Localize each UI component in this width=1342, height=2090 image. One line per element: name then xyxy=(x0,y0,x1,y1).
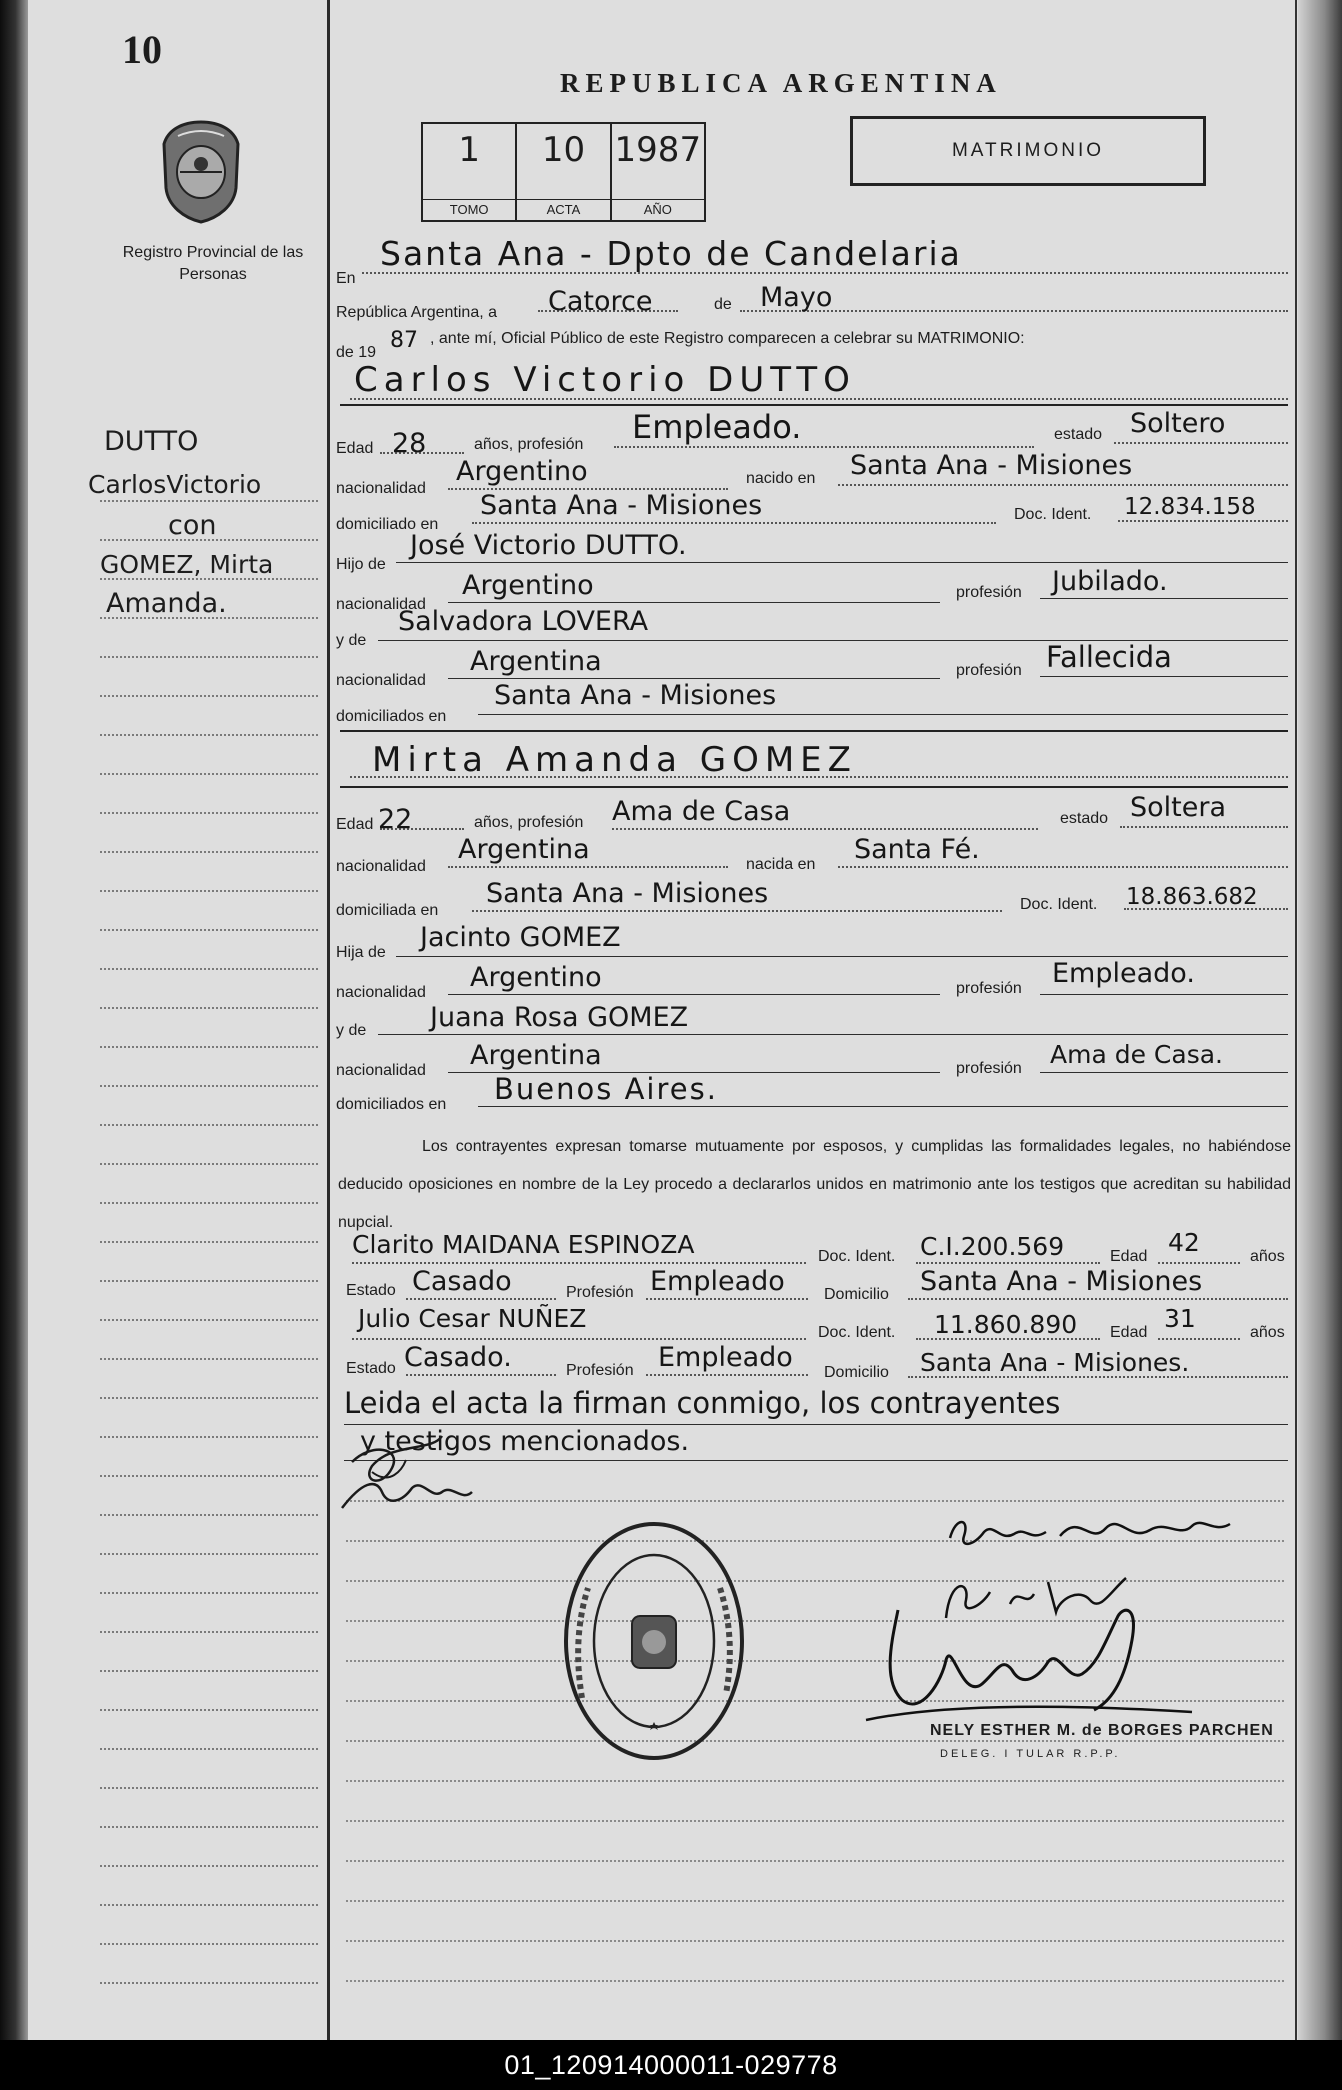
margin-ruled-line xyxy=(100,1280,318,1282)
margin-ruled-line xyxy=(100,1904,318,1906)
label-domiciliados-en: domiciliados en xyxy=(336,708,447,725)
witness1-document: C.I.200.569 xyxy=(920,1232,1065,1261)
witness1-address: Santa Ana - Misiones xyxy=(920,1266,1203,1297)
margin-note-line: GOMEZ, Mirta xyxy=(100,550,274,579)
month-value: Mayo xyxy=(760,282,833,313)
label-edad: Edad xyxy=(1110,1324,1148,1341)
fill-line xyxy=(1158,1262,1240,1264)
label-y-de: y de xyxy=(336,1022,367,1039)
fill-line xyxy=(1040,994,1288,995)
margin-ruled-line xyxy=(100,578,318,580)
margin-ruled-line xyxy=(100,1241,318,1243)
margin-ruled-line xyxy=(100,773,318,775)
fill-line xyxy=(472,910,1002,912)
witness2-age: 31 xyxy=(1164,1304,1196,1333)
margin-ruled-line xyxy=(100,1085,318,1087)
label-y-de: y de xyxy=(336,632,367,649)
margin-ruled-line xyxy=(100,1670,318,1672)
label-anos: años xyxy=(1250,1248,1285,1265)
margin-ruled-line xyxy=(100,1475,318,1477)
margin-ruled-line xyxy=(100,1943,318,1945)
registry-name: Registro Provincial de las Personas xyxy=(122,244,304,283)
label-edad: Edad xyxy=(336,816,374,833)
label-estado-cap: Estado xyxy=(346,1360,396,1377)
contrayentes-signature-icon xyxy=(332,1422,482,1522)
bride-address: Santa Ana - Misiones xyxy=(486,878,769,909)
tomo-acta-ano-box xyxy=(421,122,706,222)
margin-ruled-line xyxy=(100,1787,318,1789)
bride-father-nationality: Argentino xyxy=(470,962,602,993)
groom-name: Carlos Victorio DUTTO xyxy=(354,360,856,400)
label-estado-cap: Estado xyxy=(346,1282,396,1299)
closing-line: y testigos mencionados. xyxy=(360,1426,690,1457)
day-value: Catorce xyxy=(548,286,653,317)
ruled-line xyxy=(346,1980,1284,1982)
label-estado: estado xyxy=(1060,810,1109,827)
margin-ruled-line xyxy=(100,1553,318,1555)
fill-line xyxy=(1040,598,1288,599)
fill-line xyxy=(352,1262,806,1264)
label-nacionalidad: nacionalidad xyxy=(336,596,426,613)
place-value: Santa Ana - Dpto de Candelaria xyxy=(380,234,962,273)
image-footer-id: 01_120914000011-029778 xyxy=(0,2040,1342,2090)
margin-ruled-line xyxy=(100,1202,318,1204)
fill-line xyxy=(378,1034,1288,1035)
registry-stamp-icon xyxy=(560,1518,748,1764)
fill-line xyxy=(448,602,940,603)
margin-ruled-line xyxy=(100,1007,318,1009)
bride-age: 22 xyxy=(378,804,413,835)
label-profesion: profesión xyxy=(956,980,1022,997)
section-rule xyxy=(340,404,1288,406)
margin-ruled-line xyxy=(100,1826,318,1828)
margin-ruled-line xyxy=(100,1124,318,1126)
ruled-line xyxy=(346,1940,1284,1942)
ruled-line xyxy=(346,1900,1284,1902)
year-suffix-value: 87 xyxy=(390,328,418,353)
label-edad: Edad xyxy=(1110,1248,1148,1265)
section-rule xyxy=(340,786,1288,788)
margin-ruled-line xyxy=(100,656,318,658)
fill-line xyxy=(406,1298,556,1300)
fill-line xyxy=(448,866,728,868)
ano-value: 1987 xyxy=(614,130,702,170)
label-domicilio: Domicilio xyxy=(824,1364,889,1381)
label-estado: estado xyxy=(1054,426,1103,443)
fill-line xyxy=(448,678,940,679)
margin-ruled-line xyxy=(100,1163,318,1165)
margin-divider xyxy=(327,0,330,2040)
bride-mother-nationality: Argentina xyxy=(470,1040,602,1071)
label-profesion: profesión xyxy=(956,662,1022,679)
page-edge xyxy=(1298,0,1342,2040)
ruled-line xyxy=(346,1500,1284,1502)
label-domiciliados-en: domiciliados en xyxy=(336,1096,447,1113)
margin-ruled-line xyxy=(100,695,318,697)
ruled-line xyxy=(346,1740,1284,1742)
fill-line xyxy=(344,1460,1288,1461)
label-nacionalidad: nacionalidad xyxy=(336,480,426,497)
margin-note-line: con xyxy=(168,510,217,541)
margin-ruled-line xyxy=(100,851,318,853)
groom-father: José Victorio DUTTO. xyxy=(410,530,687,561)
tomo-value: 1 xyxy=(458,130,480,170)
margin-ruled-line xyxy=(100,1709,318,1711)
witness1-profession: Empleado xyxy=(650,1266,785,1297)
label-anos-profesion: años, profesión xyxy=(474,814,584,831)
acta-cell xyxy=(517,124,611,220)
fill-line xyxy=(406,1374,556,1376)
label-nacionalidad: nacionalidad xyxy=(336,1062,426,1079)
margin-ruled-line xyxy=(100,1319,318,1321)
country-title: REPUBLICA ARGENTINA xyxy=(560,68,1002,98)
label-republica: República Argentina, a xyxy=(336,304,497,321)
margin-ruled-line xyxy=(100,617,318,619)
margin-note-line: DUTTO xyxy=(104,426,199,457)
margin-ruled-line xyxy=(100,890,318,892)
label-nacionalidad: nacionalidad xyxy=(336,672,426,689)
fill-line xyxy=(350,776,1288,778)
margin-note-line: CarlosVictorio xyxy=(88,470,262,499)
witness1-name: Clarito MAIDANA ESPINOZA xyxy=(352,1230,695,1259)
bride-father-profession: Empleado. xyxy=(1052,958,1195,989)
label-nacionalidad: nacionalidad xyxy=(336,984,426,1001)
label-en: En xyxy=(336,270,356,287)
margin-ruled-line xyxy=(100,1592,318,1594)
fill-line xyxy=(612,828,1038,830)
bride-name: Mirta Amanda GOMEZ xyxy=(372,740,857,780)
fill-line xyxy=(350,398,1288,400)
margin-ruled-line xyxy=(100,1982,318,1984)
fill-line xyxy=(838,484,1288,486)
label-hija-de: Hija de xyxy=(336,944,386,961)
margin-ruled-line xyxy=(100,812,318,814)
groom-father-profession: Jubilado. xyxy=(1052,566,1168,597)
groom-document: 12.834.158 xyxy=(1124,494,1256,520)
bride-nationality: Argentina xyxy=(458,834,590,865)
provincial-seal-icon xyxy=(158,118,244,224)
bride-parents-address: Buenos Aires. xyxy=(494,1072,718,1106)
declaration-paragraph: Los contrayentes expresan tomarse mutuamente por esposos, y cumplidas las formalidades legales, no habiéndose deducido oposiciones en nombre de la Ley procedo a declararlos unidos en matrimonio ante los testigos que acreditan su habilidad nupcial. xyxy=(338,1138,1291,1231)
groom-nationality: Argentino xyxy=(456,456,588,487)
bride-birthplace: Santa Fé. xyxy=(854,834,980,865)
groom-mother-profession: Fallecida xyxy=(1046,640,1172,674)
witness1-age: 42 xyxy=(1168,1228,1200,1257)
label-anos: años xyxy=(1250,1324,1285,1341)
fill-line xyxy=(396,562,1288,563)
margin-ruled-line xyxy=(100,1358,318,1360)
officer-title: DELEG. I TULAR R.P.P. xyxy=(940,1748,1121,1760)
label-profesion-cap: Profesión xyxy=(566,1362,634,1379)
groom-father-nationality: Argentino xyxy=(462,570,594,601)
margin-ruled-line xyxy=(100,1748,318,1750)
ruled-line xyxy=(346,1860,1284,1862)
bride-mother-profession: Ama de Casa. xyxy=(1050,1040,1223,1069)
fill-line xyxy=(344,1424,1288,1425)
margin-ruled-line xyxy=(100,734,318,736)
witness2-address: Santa Ana - Misiones. xyxy=(920,1348,1190,1377)
groom-address: Santa Ana - Misiones xyxy=(480,490,763,521)
bride-document: 18.863.682 xyxy=(1126,884,1258,910)
fill-line xyxy=(472,522,996,524)
label-doc-ident: Doc. Ident. xyxy=(1020,896,1098,913)
groom-parents-address: Santa Ana - Misiones xyxy=(494,680,777,711)
label-profesion-cap: Profesión xyxy=(566,1284,634,1301)
label-ante: , ante mí, Oficial Público de este Registro comparecen a celebrar su MATRIMONIO: xyxy=(430,330,1025,347)
witness2-civil-status: Casado. xyxy=(404,1342,512,1373)
bride-mother: Juana Rosa GOMEZ xyxy=(430,1002,689,1033)
label-edad: Edad xyxy=(336,440,374,457)
label-anos-profesion: años, profesión xyxy=(474,436,584,453)
page-number: 10 xyxy=(122,27,162,72)
fill-line xyxy=(478,714,1288,715)
tomo-cell xyxy=(423,124,517,220)
groom-profession: Empleado. xyxy=(632,408,802,446)
fill-line xyxy=(838,866,1288,868)
margin-ruled-line xyxy=(100,1046,318,1048)
margin-ruled-line xyxy=(100,1397,318,1399)
margin-ruled-line xyxy=(100,500,318,502)
officer-name: NELY ESTHER M. de BORGES PARCHEN xyxy=(930,1722,1274,1739)
ano-label: AÑO xyxy=(612,199,704,220)
margin-ruled-line xyxy=(100,1436,318,1438)
fill-line xyxy=(646,1374,808,1376)
fill-line xyxy=(1040,676,1288,677)
ruled-line xyxy=(346,1780,1284,1782)
fill-line xyxy=(1120,826,1288,828)
label-nacido-en: nacido en xyxy=(746,470,816,487)
acta-label: ACTA xyxy=(517,199,609,220)
fill-line xyxy=(396,956,1288,957)
fill-line xyxy=(1040,1072,1288,1073)
fill-line xyxy=(448,994,940,995)
label-de: de xyxy=(714,296,732,313)
margin-ruled-line xyxy=(100,1631,318,1633)
groom-mother: Salvadora LOVERA xyxy=(398,606,649,637)
label-profesion: profesión xyxy=(956,1060,1022,1077)
acta-value: 10 xyxy=(541,130,586,170)
margin-note-line: Amanda. xyxy=(106,588,227,619)
fill-line xyxy=(1118,520,1288,522)
label-de19: de 19 xyxy=(336,344,377,361)
fill-line xyxy=(352,1338,806,1340)
label-nacida-en: nacida en xyxy=(746,856,816,873)
section-rule xyxy=(340,730,1288,732)
groom-age: 28 xyxy=(392,428,427,459)
margin-ruled-line xyxy=(100,1514,318,1516)
groom-civil-status: Soltero xyxy=(1130,408,1226,439)
fill-line xyxy=(908,1298,1288,1300)
margin-ruled-line xyxy=(100,539,318,541)
margin-ruled-line xyxy=(100,929,318,931)
label-doc-ident: Doc. Ident. xyxy=(818,1324,896,1341)
bride-civil-status: Soltera xyxy=(1130,792,1227,823)
label-hijo-de: Hijo de xyxy=(336,556,386,573)
book-binding xyxy=(0,0,28,2040)
closing-line: Leida el acta la firman conmigo, los contrayentes xyxy=(344,1386,1061,1420)
label-profesion: profesión xyxy=(956,584,1022,601)
label-doc-ident: Doc. Ident. xyxy=(818,1248,896,1265)
label-doc-ident: Doc. Ident. xyxy=(1014,506,1092,523)
groom-mother-nationality: Argentina xyxy=(470,646,602,677)
fill-line xyxy=(478,1106,1288,1107)
label-domiciliada-en: domiciliada en xyxy=(336,902,439,919)
witness2-profession: Empleado xyxy=(658,1342,793,1373)
margin-ruled-line xyxy=(100,968,318,970)
margin-ruled-line xyxy=(100,1865,318,1867)
groom-birthplace: Santa Ana - Misiones xyxy=(850,450,1133,481)
label-domiciliado-en: domiciliado en xyxy=(336,516,439,533)
tomo-label: TOMO xyxy=(423,199,515,220)
label-domicilio: Domicilio xyxy=(824,1286,889,1303)
fill-line xyxy=(1158,1338,1240,1340)
right-border xyxy=(1295,0,1297,2040)
witness2-name: Julio Cesar NUÑEZ xyxy=(358,1304,587,1333)
ano-cell xyxy=(612,124,704,220)
act-type-box: MATRIMONIO xyxy=(850,116,1206,186)
label-nacionalidad: nacionalidad xyxy=(336,858,426,875)
fill-line xyxy=(646,1298,808,1300)
fill-line xyxy=(1114,442,1288,444)
officer-signature-icon xyxy=(862,1600,1202,1730)
witness1-civil-status: Casado xyxy=(412,1266,512,1297)
witness2-document: 11.860.890 xyxy=(934,1310,1078,1339)
fill-line xyxy=(916,1262,1100,1264)
bride-father: Jacinto GOMEZ xyxy=(420,922,621,953)
fill-line xyxy=(614,446,1034,448)
bride-profession: Ama de Casa xyxy=(612,796,791,827)
ruled-line xyxy=(346,1820,1284,1822)
